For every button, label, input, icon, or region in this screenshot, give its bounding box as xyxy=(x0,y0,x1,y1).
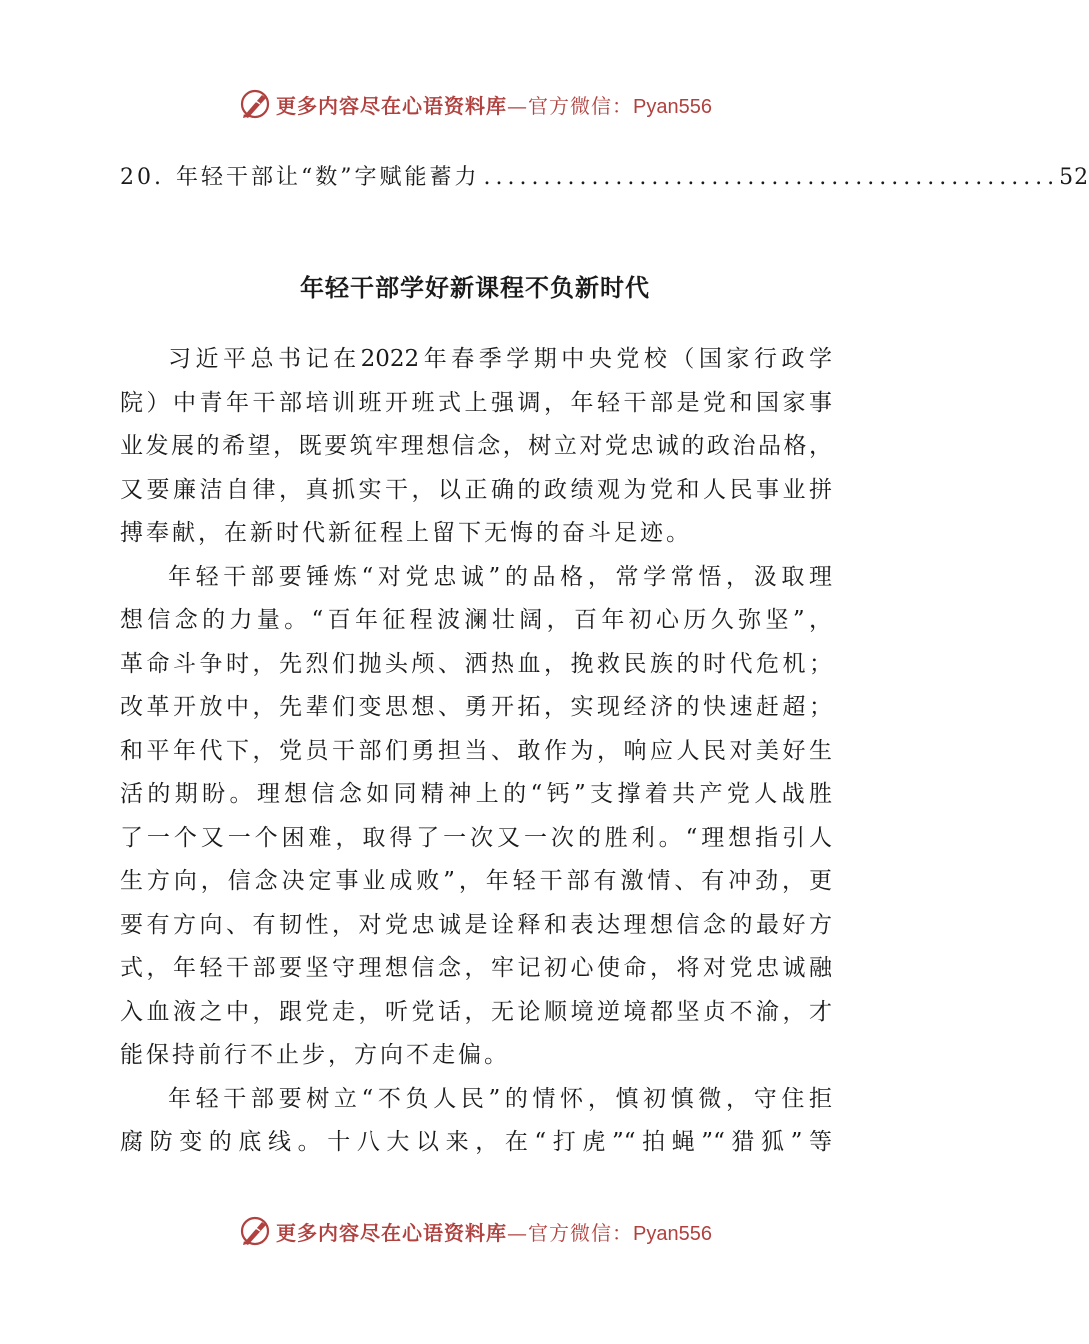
toc-title: 年轻干部让“数”字赋能蓄力 xyxy=(176,165,480,190)
body-line: 院）中青年干部培训班开班式上强调，年轻干部是党和国家事 xyxy=(120,389,832,416)
watermark-dash: — xyxy=(507,93,529,118)
body-line: 了一个又一个困难，取得了一次又一次的胜利。“理想指引人 xyxy=(120,824,832,851)
article-title: 年轻干部学好新课程不负新时代 xyxy=(300,274,650,302)
body-line: 年轻干部要锤炼“对党忠诚”的品格，常学常悟，汲取理 xyxy=(168,563,832,590)
body-line: 改革开放中，先辈们变思想、勇开拓，实现经济的快速赶超； xyxy=(120,694,832,720)
pen-logo-icon xyxy=(238,1214,272,1248)
watermark-wechat-id: Pyan556 xyxy=(633,1222,712,1245)
watermark-text xyxy=(276,1217,712,1246)
body-line: 业发展的希望，既要筑牢理想信念，树立对党忠诚的政治品格， xyxy=(120,433,832,459)
toc-entry xyxy=(120,160,1089,200)
body-line: 能保持前行不止步，方向不走偏。 xyxy=(120,1042,510,1068)
watermark-wechat-id: Pyan556 xyxy=(633,95,712,118)
body-line: 又要廉洁自律，真抓实干，以正确的政绩观为党和人民事业拼 xyxy=(120,476,832,503)
body-line: 想信念的力量。“百年征程波澜壮阔，百年初心历久弥坚”， xyxy=(120,607,832,633)
body-line: 腐防变的底线。十八大以来，在“打虎”“拍蝇”“猎狐”等 xyxy=(120,1129,832,1155)
body-line: 入血液之中，跟党走，听党话，无论顺境逆境都坚贞不渝，才 xyxy=(120,998,832,1025)
watermark-footer xyxy=(0,1211,950,1251)
watermark-official: 官方微信： xyxy=(528,93,634,118)
article-body xyxy=(120,338,832,1165)
body-line: 习近平总书记在2022年春季学期中央党校（国家行政学 xyxy=(168,346,832,372)
toc-page-number: 52 xyxy=(1059,165,1089,190)
body-line: 搏奉献，在新时代新征程上留下无悔的奋斗足迹。 xyxy=(120,520,692,546)
body-line: 革命斗争时，先烈们抛头颅、洒热血，挽救民族的时代危机； xyxy=(120,650,832,677)
watermark-brand: 更多内容尽在心语资料库 xyxy=(276,1220,508,1245)
watermark-dash: — xyxy=(507,1220,529,1245)
watermark-text xyxy=(276,90,712,119)
body-line: 要有方向、有韧性，对党忠诚是诠释和表达理想信念的最好方 xyxy=(120,911,832,938)
toc-number: 20. xyxy=(120,165,164,190)
body-line: 生方向，信念决定事业成败”，年轻干部有激情、有冲劲，更 xyxy=(120,868,832,894)
body-line: 活的期盼。理想信念如同精神上的“钙”支撑着共产党人战胜 xyxy=(120,781,832,807)
body-line: 和平年代下，党员干部们勇担当、敢作为，响应人民对美好生 xyxy=(120,737,832,764)
watermark-official: 官方微信： xyxy=(528,1220,634,1245)
body-line: 年轻干部要树立“不负人民”的情怀，慎初慎微，守住拒 xyxy=(168,1085,832,1112)
pen-logo-icon xyxy=(238,87,272,121)
watermark-brand: 更多内容尽在心语资料库 xyxy=(276,93,508,118)
watermark-header xyxy=(0,84,950,124)
toc-leader-dots: ................................................ xyxy=(483,165,1060,190)
body-line: 式，年轻干部要坚守理想信念，牢记初心使命，将对党忠诚融 xyxy=(120,955,832,981)
